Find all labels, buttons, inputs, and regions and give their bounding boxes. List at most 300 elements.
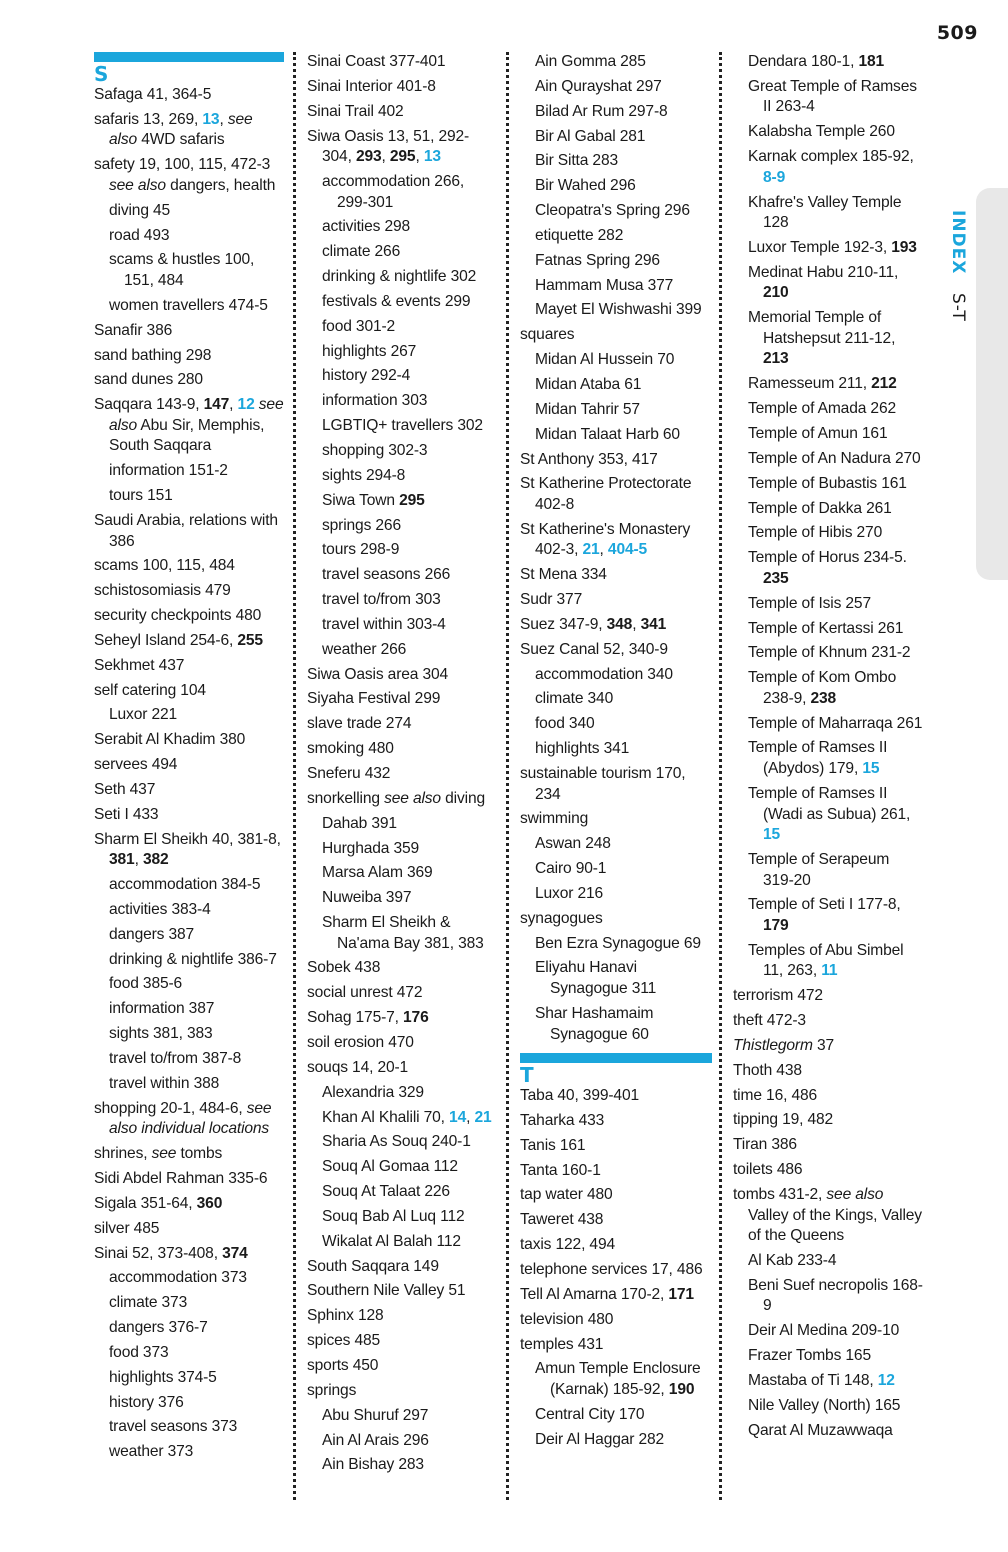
index-entry (94, 1244, 284, 1265)
entry-text: scams & hustles 100, 151, 484 (109, 251, 255, 289)
entry-text: Sinai Coast 377-401 (307, 53, 446, 70)
entry-text: history 292-4 (322, 367, 411, 385)
index-subentry (94, 1318, 284, 1339)
section-tab (976, 188, 1008, 580)
entry-text: Siwa Town (322, 491, 400, 509)
entry-text: souqs 14, 20-1 (307, 1058, 409, 1076)
index-subentry (733, 619, 923, 640)
column-divider (293, 52, 296, 1500)
index-subentry (307, 565, 497, 586)
entry-page-bold: 190 (668, 1380, 695, 1398)
index-entry (733, 1061, 923, 1082)
entry-page-bold: 171 (668, 1285, 694, 1303)
index-subentry (94, 1049, 284, 1070)
entry-text: Ain Bishay 283 (322, 1456, 424, 1474)
index-subentry (307, 391, 497, 412)
index-subentry (520, 665, 712, 686)
entry-text: Frazer Tombs 165 (748, 1347, 871, 1365)
entry-text: Saudi Arabia, relations with 386 (94, 511, 278, 550)
index-subentry (307, 1132, 497, 1153)
entry-text: Thoth 438 (733, 1061, 802, 1079)
entry-text: highlights 374-5 (109, 1368, 217, 1386)
entry-text: Al Kab 233-4 (748, 1252, 837, 1270)
entry-text: Taba 40, 399-401 (520, 1087, 639, 1105)
entry-text: , (229, 396, 238, 414)
index-subentry (733, 263, 923, 304)
entry-text: tombs (176, 1145, 223, 1163)
entry-text: Siwa Oasis area 304 (307, 665, 449, 683)
index-subentry (307, 491, 497, 512)
entry-text: Ben Ezra Synagogue 69 (535, 934, 701, 952)
index-entry (94, 581, 284, 602)
entry-text: Siwa Oasis 13, 51, 292-304, (307, 127, 470, 166)
entry-text: climate 266 (322, 243, 401, 261)
section-bar (520, 1053, 712, 1063)
entry-text: Serabit Al Khadim 380 (94, 731, 246, 749)
index-subentry (94, 1293, 284, 1314)
index-subentry (733, 374, 923, 395)
entry-map-page: 21 (474, 1108, 492, 1126)
entry-text: spices 485 (307, 1332, 381, 1350)
entry-map-page: 15 (862, 760, 880, 778)
entry-text: Abu Shuruf 297 (322, 1406, 429, 1424)
entry-text: Sinai Trail 402 (307, 102, 404, 120)
index-entry (94, 730, 284, 751)
entry-text: Souq Al Gomaa 112 (322, 1158, 458, 1176)
index-entry (307, 52, 497, 73)
index-subentry (307, 342, 497, 363)
index-entry (307, 958, 497, 979)
entry-text: safety 19, 100, 115, 472-3 (94, 156, 271, 174)
index-subentry (307, 863, 497, 884)
entry-text: social unrest 472 (307, 984, 423, 1002)
entry-text-italic: Thistlegorm (733, 1036, 813, 1054)
entry-text: , (632, 615, 641, 633)
index-entry (520, 1260, 712, 1281)
entry-text: Alexandria 329 (322, 1083, 424, 1101)
index-entry (94, 1219, 284, 1240)
index-subentry (94, 226, 284, 247)
index-subentry (520, 739, 712, 760)
index-entry (307, 764, 497, 785)
index-subentry (733, 308, 923, 370)
index-subentry (733, 52, 923, 73)
entry-text: temples 431 (520, 1335, 604, 1353)
entry-text: Suez 347-9, (520, 615, 607, 633)
index-subentry (733, 238, 923, 259)
entry-text: Siyaha Festival 299 (307, 690, 441, 708)
entry-text: Tell Al Amarna 170-2, (520, 1285, 669, 1303)
entry-map-page: 13 (423, 148, 441, 166)
entry-text: Bilad Ar Rum 297-8 (535, 102, 668, 120)
entry-text: etiquette 282 (535, 226, 624, 244)
entry-text: dangers 376-7 (109, 1319, 208, 1337)
index-subentry (520, 1405, 712, 1426)
index-subentry (94, 925, 284, 946)
entry-text: highlights 341 (535, 740, 630, 758)
index-subentry (307, 1455, 497, 1476)
index-entry (307, 1306, 497, 1327)
entry-text: tours 151 (109, 487, 173, 505)
entry-map-page: 13 (202, 110, 220, 128)
entry-page-bold: 295 (389, 148, 416, 166)
entry-text: Tiran 386 (733, 1136, 797, 1154)
index-subentry (733, 424, 923, 445)
entry-text: terrorism 472 (733, 987, 823, 1005)
index-subentry (733, 399, 923, 420)
entry-text: St Katherine Protectorate 402-8 (520, 475, 692, 513)
entry-text: Temple of Kertassi 261 (748, 619, 904, 637)
index-subentry (94, 1393, 284, 1414)
entry-text: taxis 122, 494 (520, 1236, 615, 1254)
entry-text: tombs 431-2, (733, 1186, 827, 1203)
entry-text: Sphinx 128 (307, 1307, 384, 1325)
index-entry (520, 565, 712, 586)
index-entry (94, 1144, 284, 1165)
entry-text: food 340 (535, 715, 595, 733)
index-subentry (307, 1207, 497, 1228)
index-subentry (307, 1108, 497, 1129)
entry-text: Safaga 41, 364-5 (94, 86, 212, 103)
index-subentry (733, 77, 923, 118)
entry-page-bold: 348 (606, 615, 633, 633)
index-subentry (733, 523, 923, 544)
entry-text: slave trade 274 (307, 715, 412, 733)
index-entry (733, 1036, 923, 1057)
entry-text: Eliyahu Hanavi Synagogue 311 (535, 959, 657, 998)
index-subentry (94, 486, 284, 507)
entry-text: drinking & nightlife 302 (322, 268, 477, 286)
index-column-1 (94, 52, 284, 1467)
entry-text: travel seasons 373 (109, 1418, 238, 1436)
entry-text: Marsa Alam 369 (322, 864, 433, 882)
index-subentry (520, 934, 712, 955)
entry-text: 4WD safaris (137, 131, 225, 149)
entry-map-page: 21 (582, 541, 600, 559)
index-entry (94, 1194, 284, 1215)
index-subentry (520, 77, 712, 98)
index-subentry (733, 548, 923, 589)
index-entry (307, 102, 497, 123)
index-entry (307, 714, 497, 735)
index-entry (94, 511, 284, 552)
index-entry (520, 1235, 712, 1256)
entry-page-bold: 374 (222, 1244, 248, 1262)
entry-page-bold: 341 (640, 615, 667, 633)
entry-text: Cleopatra's Spring 296 (535, 202, 690, 220)
entry-text: shrines, (94, 1145, 152, 1163)
entry-text: Dahab 391 (322, 814, 397, 832)
index-entry (520, 1111, 712, 1132)
index-subentry (733, 714, 923, 735)
entry-text: Taharka 433 (520, 1111, 605, 1129)
entry-text: , (219, 110, 228, 128)
index-entry (94, 1169, 284, 1190)
entry-text: Seheyl Island 254-6, (94, 631, 238, 649)
index-entry (733, 1135, 923, 1156)
entry-text: Temple of Amada 262 (748, 400, 896, 418)
entry-text: Bir Al Gabal 281 (535, 127, 646, 145)
entry-text: women travellers 474-5 (109, 296, 268, 314)
entry-text: tap water 480 (520, 1186, 613, 1204)
entry-text: Temple of Ramses II (Abydos) 179, (748, 739, 888, 778)
entry-text: Central City 170 (535, 1405, 645, 1423)
section-tab-text (942, 210, 968, 322)
entry-text: time 16, 486 (733, 1086, 818, 1104)
entry-text: telephone services 17, 486 (520, 1261, 703, 1278)
entry-text: Amun Temple Enclosure (Karnak) 185-92, (535, 1360, 701, 1398)
entry-text: squares (520, 326, 575, 344)
index-subentry (94, 1417, 284, 1438)
index-entry (520, 520, 712, 561)
index-subentry (307, 366, 497, 387)
entry-text: Memorial Temple of Hatshepsut 211-12, (748, 309, 896, 347)
index-entry (94, 370, 284, 391)
index-entry (520, 1136, 712, 1157)
entry-text: swimming (520, 810, 589, 828)
index-entry (94, 155, 284, 196)
entry-text-italic: see also (826, 1186, 884, 1203)
index-entry (520, 1210, 712, 1231)
entry-text: Nile Valley (North) 165 (748, 1396, 901, 1414)
index-subentry (307, 267, 497, 288)
index-subentry (94, 875, 284, 896)
index-subentry (520, 714, 712, 735)
index-subentry (307, 839, 497, 860)
index-entry (307, 689, 497, 710)
index-entry (94, 85, 284, 106)
index-subentry (733, 941, 923, 982)
entry-text: information 151-2 (109, 462, 228, 480)
index-subentry (307, 615, 497, 636)
index-entry (520, 1285, 712, 1306)
index-entry (94, 755, 284, 776)
entry-text: springs 266 (322, 516, 401, 534)
entry-text: travel to/from 303 (322, 591, 441, 609)
entry-text: Seti I 433 (94, 805, 159, 823)
entry-text: shopping 302-3 (322, 442, 428, 459)
index-entry (520, 1310, 712, 1331)
entry-text: Bir Sitta 283 (535, 152, 618, 170)
entry-text: sights 294-8 (322, 466, 406, 484)
index-entry (94, 606, 284, 627)
index-entry (307, 1331, 497, 1352)
index-subentry (520, 102, 712, 123)
entry-text: climate 373 (109, 1294, 188, 1312)
entry-text: Tanis 161 (520, 1136, 586, 1154)
entry-text: sports 450 (307, 1356, 379, 1374)
entry-text: Sinai 52, 373-408, (94, 1244, 223, 1262)
entry-text-italic: see also (384, 789, 441, 807)
index-entry (307, 983, 497, 1004)
index-subentry (307, 217, 497, 238)
index-subentry (520, 201, 712, 222)
entry-text: LGBTIQ+ travellers 302 (322, 417, 483, 435)
entry-text: Nuweiba 397 (322, 889, 412, 907)
entry-text: festivals & events 299 (322, 292, 471, 310)
index-subentry (520, 1004, 712, 1045)
index-subentry (520, 176, 712, 197)
entry-text: Sidi Abdel Rahman 335-6 (94, 1169, 268, 1187)
index-subentry (733, 1421, 923, 1442)
index-subentry (307, 590, 497, 611)
entry-page-bold: 295 (399, 491, 425, 509)
entry-text: Temple of Khnum 231-2 (748, 644, 911, 662)
index-entry (520, 1185, 712, 1206)
entry-page-bold: 255 (237, 631, 263, 649)
index-entry (307, 739, 497, 760)
entry-text: Sekhmet 437 (94, 656, 185, 674)
entry-page-bold: 179 (763, 916, 789, 934)
entry-text: Hurghada 359 (322, 839, 420, 857)
entry-text: Souq At Talaat 226 (322, 1183, 450, 1201)
entry-page-bold: 293 (355, 148, 382, 166)
entry-text: Temple of Horus 234-5. (748, 549, 907, 567)
entry-text: diving (440, 789, 485, 807)
index-entry (307, 665, 497, 686)
index-subentry (520, 1359, 712, 1400)
entry-text: , (381, 148, 390, 166)
entry-text: synagogues (520, 909, 603, 927)
index-entry (520, 615, 712, 636)
entry-text: Temple of Serapeum 319-20 (748, 850, 890, 889)
entry-text: Sharia As Souq 240-1 (322, 1133, 471, 1151)
entry-text: Temple of Kom Ombo 238-9, (748, 669, 897, 707)
index-subentry (94, 1074, 284, 1095)
entry-text: Mayet El Wishwashi 399 (535, 301, 702, 319)
index-entry (307, 127, 497, 168)
index-entry (94, 110, 284, 151)
entry-text: sights 381, 383 (109, 1025, 213, 1043)
index-entry (94, 556, 284, 577)
index-subentry (733, 643, 923, 664)
index-entry (520, 450, 712, 471)
index-subentry (94, 296, 284, 317)
index-subentry (520, 425, 712, 446)
entry-text: Sinai Interior 401-8 (307, 77, 436, 95)
entry-page-bold: 147 (203, 396, 230, 414)
entry-map-page: 12 (877, 1372, 895, 1389)
index-subentry (520, 1430, 712, 1451)
index-entry (307, 1058, 497, 1079)
index-entry (94, 656, 284, 677)
entry-text: road 493 (109, 226, 170, 244)
entry-text: Mastaba of Ti 148, (748, 1372, 878, 1389)
entry-text: Luxor Temple 192-3, (748, 239, 892, 256)
index-entry (520, 590, 712, 611)
index-entry (520, 1161, 712, 1182)
index-subentry (94, 461, 284, 482)
entry-text: tours 298-9 (322, 541, 400, 559)
entry-text-italic: see (151, 1145, 177, 1163)
index-subentry (307, 640, 497, 661)
entry-text: Seth 437 (94, 780, 156, 798)
index-entry (307, 1281, 497, 1302)
index-subentry (94, 705, 284, 726)
entry-text: information 387 (109, 1000, 215, 1018)
index-entry (94, 681, 284, 702)
index-entry (94, 346, 284, 367)
entry-map-page: 15 (763, 826, 781, 844)
index-subentry (94, 1343, 284, 1364)
index-subentry (307, 1406, 497, 1427)
entry-text: shopping 20-1, 484-6, (94, 1099, 247, 1117)
index-entry (733, 986, 923, 1007)
section-tab-label: INDEX (948, 210, 968, 275)
entry-text: Temple of Maharraqa 261 (748, 714, 923, 732)
column-divider (506, 52, 509, 1500)
entry-text: Dendara 180-1, (748, 53, 859, 70)
entry-text: sand bathing 298 (94, 346, 212, 364)
index-subentry (307, 416, 497, 437)
index-subentry (94, 974, 284, 995)
entry-text: drinking & nightlife 386-7 (109, 950, 277, 968)
entry-text: activities 298 (322, 218, 411, 236)
entry-text: information 303 (322, 392, 428, 410)
entry-text: Valley of the Kings, Valley of the Queens (748, 1206, 922, 1245)
entry-text: Qarat Al Muzawwaqa (748, 1421, 893, 1439)
entry-text: Midan Tahrir 57 (535, 400, 640, 418)
index-subentry (733, 1396, 923, 1417)
index-subentry (733, 1371, 923, 1392)
entry-text: scams 100, 115, 484 (94, 557, 235, 575)
entry-text: St Mena 334 (520, 566, 607, 584)
entry-text: weather 266 (322, 640, 407, 658)
entry-page-bold: 381 (109, 851, 135, 869)
index-subentry (733, 668, 923, 709)
index-subentry (520, 689, 712, 710)
index-subentry (520, 884, 712, 905)
index-subentry (520, 375, 712, 396)
section-letter: S (94, 62, 109, 86)
entry-text: Khan Al Khalili 70, (322, 1108, 450, 1126)
entry-page-bold: 181 (858, 53, 885, 70)
entry-text: Ramesseum 211, (748, 375, 872, 393)
entry-text: Khafre's Valley Temple 128 (748, 193, 902, 232)
entry-text: Deir Al Haggar 282 (535, 1430, 665, 1448)
section-letter: T (520, 1063, 534, 1088)
entry-text: silver 485 (94, 1219, 160, 1237)
entry-page-bold: 213 (763, 350, 789, 368)
index-subentry (520, 52, 712, 73)
entry-text: diving 45 (109, 201, 171, 219)
entry-text: Temple of Bubastis 161 (748, 474, 907, 492)
index-subentry (94, 1442, 284, 1463)
index-column-3 (520, 52, 712, 1455)
entry-text: Temple of Amun 161 (748, 425, 888, 442)
index-subentry (94, 1368, 284, 1389)
index-subentry (94, 999, 284, 1020)
entry-map-page: 14 (449, 1108, 467, 1126)
section-bar (94, 52, 284, 62)
index-subentry (733, 147, 923, 188)
entry-text: , (415, 148, 424, 166)
index-subentry (733, 738, 923, 779)
entry-text: Wikalat Al Balah 112 (322, 1232, 461, 1250)
page-number: 509 (936, 22, 978, 44)
entry-text: Hammam Musa 377 (535, 276, 674, 294)
entry-text: snorkelling (307, 789, 385, 807)
entry-text: Deir Al Medina 209-10 (748, 1322, 900, 1340)
entry-text-italic: see also (109, 110, 253, 149)
index-subentry (733, 193, 923, 234)
entry-text: 37 (812, 1036, 835, 1054)
index-entry (733, 1110, 923, 1131)
entry-map-page: 12 (237, 396, 255, 414)
index-entry (94, 805, 284, 826)
index-subentry (733, 474, 923, 495)
entry-text: accommodation 373 (109, 1269, 247, 1287)
